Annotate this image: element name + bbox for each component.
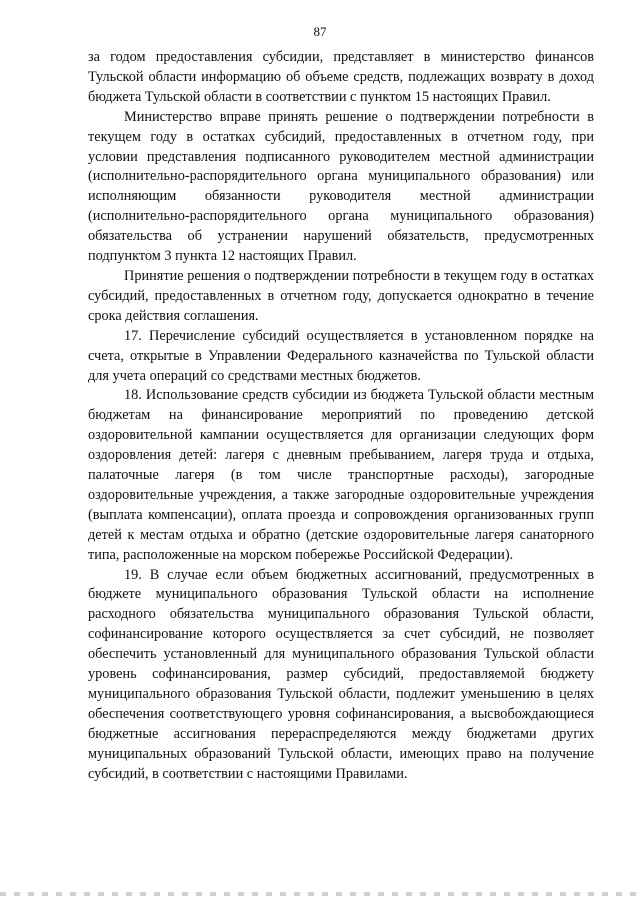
- paragraph-continuation: за годом предоставления субсидии, представляет в министерство финансов Тульской области информацию об объеме средств, подлежащих возврату в доход бюджета Тульской области в соответствии с пунктом 15 настоящих Правил.: [88, 49, 594, 105]
- paragraph-item-17: 17. Перечисление субсидий осуществляется в установленном порядке на счета, открытые в Управлении Федерального казначейства по Тульской области для учета операций со средствами местных бюджетов.: [88, 327, 594, 384]
- paragraph-ministry-decision: Министерство вправе принять решение о подтверждении потребности в текущем году в остатках субсидий, предоставленных в отчетном году, при условии представления подписанного руководителем местной администрации (исполнительно-распорядительного органа муниципального образования) или исполняющим обязанности руководителя местной администрации (исполнительно-распорядительного органа муниципального образования) обязательства об устранении нарушений обязательств, предусмотренных подпунктом 3 пункта 12 настоящих Правил.: [88, 108, 594, 265]
- paragraph-item-18: 18. Использование средств субсидии из бюджета Тульской области местным бюджетам на финансирование мероприятий по проведению детской оздоровительной кампании осуществляется для организации следующих форм оздоровления детей: лагеря с дневным пребыванием, лагеря труда и отдыха, палаточные лагеря (в том числе транспортные расходы), загородные оздоровительные учреждения, а также загородные оздоровительные учреждения (выплата компенсации), оплата проезда и сопровождения организованных групп детей к местам отдыха и обратно (детские оздоровительные лагеря санаторного типа, расположенные на морском побережье Российской Федерации).: [88, 387, 594, 563]
- paragraph-decision-once: Принятие решения о подтверждении потребности в текущем году в остатках субсидий, предоставленных в отчетном году, допускается однократно в течение срока действия соглашения.: [88, 267, 594, 324]
- paragraph-item-19: 19. В случае если объем бюджетных ассигнований, предусмотренных в бюджете муниципального образования Тульской области на исполнение расходного обязательства муниципального образования Тульской области, софинансирование которого осуществляется за счет субсидий, не позволяет обеспечить установленный для муниципального образования Тульской области уровень софинансирования, размер субсидий, предоставляемой бюджету муниципального образования Тульской области, подлежит уменьшению в целях обеспечения соответствующего уровня софинансирования, а высвобождающиеся бюджетные ассигнования перераспределяются между бюджетами других муниципальных образований Тульской области, имеющих право на получение субсидий, в соответствии с настоящими Правилами.: [88, 566, 594, 782]
- scan-edge-artifact: [0, 892, 640, 896]
- page-number: 87: [313, 24, 327, 39]
- document-body: [88, 48, 594, 785]
